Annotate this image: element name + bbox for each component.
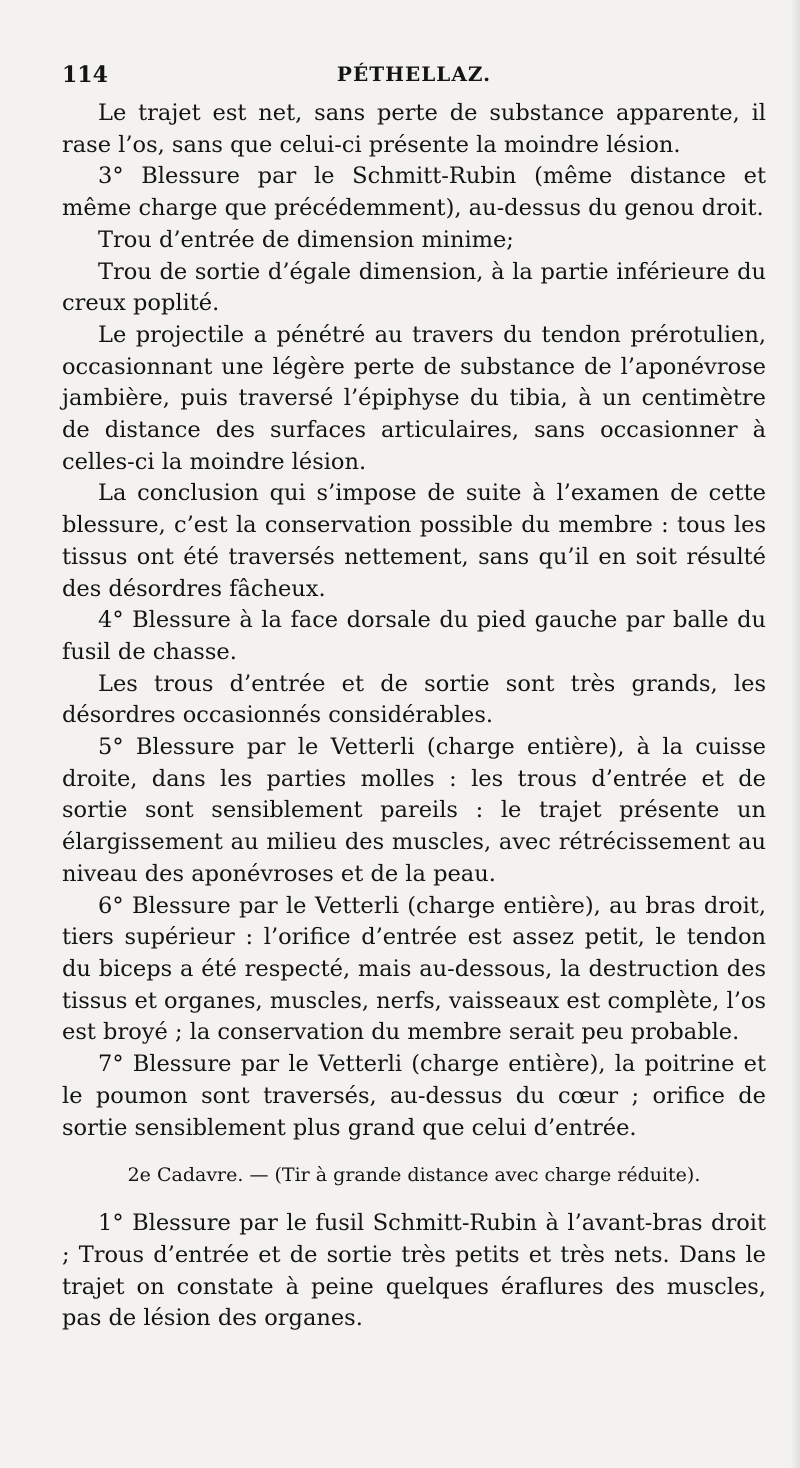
paragraph: Trou de sortie d’égale dimension, à la partie inférieure du creux poplité. <box>62 258 766 317</box>
paragraph: La conclusion qui s’impose de suite à l’examen de cette blessure, c’est la conservation possible du membre : tous les tissus ont été traversés nettement, sans qu’il en soit résulté des désordres fâcheux. <box>62 480 766 602</box>
section-heading: 2e Cadavre. — (Tir à grande distance avec charge réduite). <box>127 1164 701 1187</box>
paragraph: Le projectile a pénétré au travers du tendon prérotulien, occasionnant une légère perte de substance de l’aponévrose jambière, puis traversé l’épiphyse du tibia, à un centimètre de distance des surfaces articulaires, sans occasionner à celles-ci la moindre lésion. <box>62 321 766 475</box>
paragraph: 4° Blessure à la face dorsale du pied gauche par balle du fusil de chasse. <box>62 607 766 665</box>
paragraph: 7° Blessure par le Vetterli (charge entière), la poitrine et le poumon sont traversés, au-dessus du cœur ; orifice de sortie sensiblement plus grand que celui d’entrée. <box>62 1051 766 1141</box>
scan-edge-shadow <box>790 0 800 1468</box>
paragraph: 1° Blessure par le fusil Schmitt-Rubin à l’avant-bras droit ; Trous d’entrée et de sortie très petits et très nets. Dans le trajet on constate à peine quelques éraflures des muscles, pas de lésion des organes. <box>62 1210 766 1332</box>
paragraph: 3° Blessure par le Schmitt-Rubin (même distance et même charge que précédemment), au-dessus du genou droit. <box>62 163 766 222</box>
paragraph: 5° Blessure par le Vetterli (charge entière), à la cuisse droite, dans les parties molles : les trous d’entrée et de sortie sont sensiblement pareils : le trajet présente un élargissement au milieu des muscles, avec rétrécissement au niveau des aponévroses et de la peau. <box>62 734 766 887</box>
paragraph: Les trous d’entrée et de sortie sont très grands, les désordres occasionnés considérables. <box>62 670 766 729</box>
page-header <box>62 62 766 92</box>
paragraph: Le trajet est net, sans perte de substance apparente, il rase l’os, sans que celui-ci présente la moindre lésion. <box>62 100 766 158</box>
paragraph: Trou d’entrée de dimension minime; <box>98 226 514 253</box>
running-title: PÉTHELLAZ. <box>336 62 492 86</box>
paragraph: 6° Blessure par le Vetterli (charge entière), au bras droit, tiers supérieur : l’orifice d’entrée est assez petit, le tendon du biceps a été respecté, mais au-dessous, la destruction des tissus et organes, muscles, nerfs, vaisseaux est complète, l’os est broyé ; la conservation du membre serait peu probable. <box>62 892 766 1046</box>
page-number: 114 <box>62 62 108 88</box>
body-text <box>62 98 766 1335</box>
